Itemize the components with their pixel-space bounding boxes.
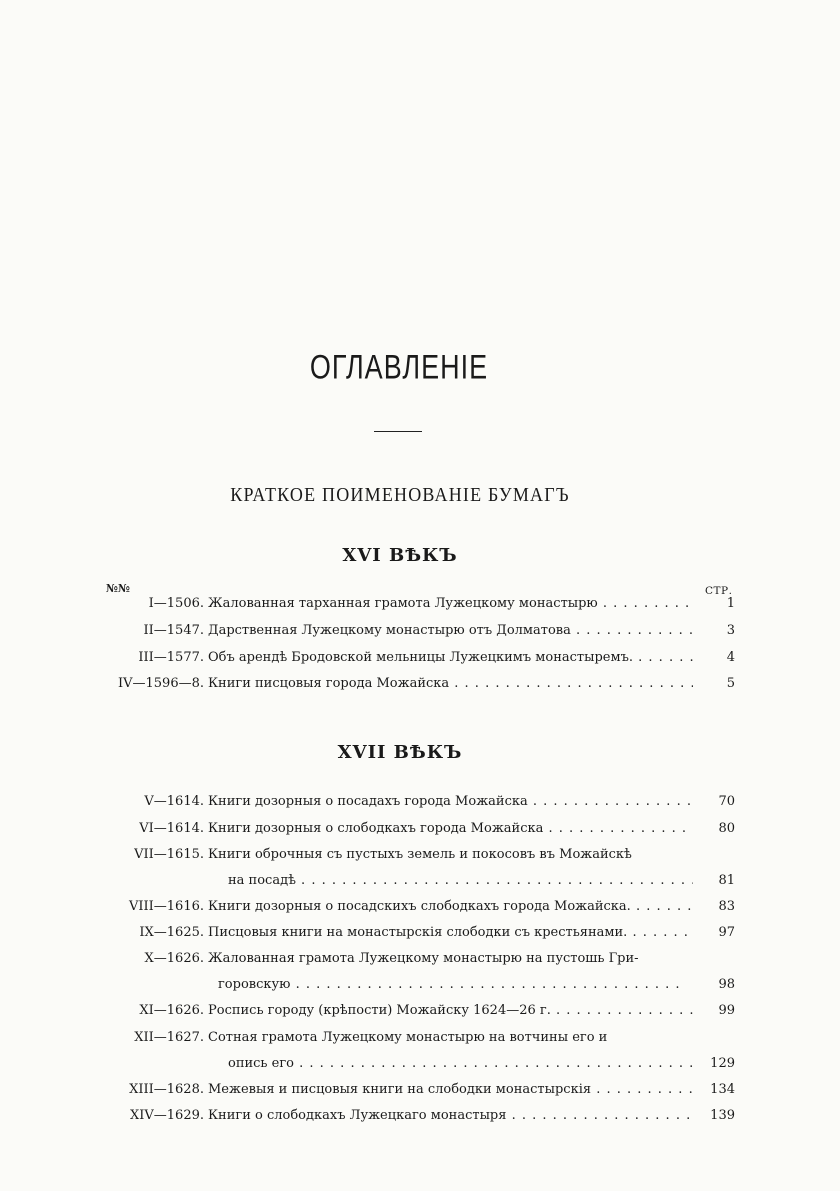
toc-entry-continuation [0,1054,840,1074]
toc-entry [0,594,840,614]
entry-page: 5 [726,676,735,691]
title-divider [374,431,422,432]
entry-page: 97 [718,925,735,940]
page-title: ОГЛАВЛЕНІЕ [309,348,489,387]
toc-entry [0,1080,840,1100]
entry-title: Жалованная тарханная грамота Лужецкому монастырю . . . [208,594,693,614]
entry-number: IV—1596—8. [117,676,204,691]
toc-entry [0,1028,840,1048]
toc-entry [0,923,840,943]
entry-page: 80 [718,821,735,836]
entry-number: IX—1625. [139,925,204,940]
entry-title: Объ арендѣ Бродовской мельницы Лужецкимъ монастыремъ. . . . [208,648,693,668]
entry-page: 99 [718,1003,735,1018]
entry-page: 3 [726,623,735,638]
entry-page: 134 [710,1082,735,1097]
entry-number: XIII—1628. [129,1082,204,1097]
section-heading-xvi: XVI ВѢКЪ [342,545,458,566]
section-heading-xvii: XVII ВѢКЪ [337,742,463,763]
entry-page: 98 [718,977,735,992]
entry-title: Дарственная Лужецкому монастырю отъ Долматова . . . [208,621,693,641]
entry-title: Книги оброчныя съ пустыхъ земель и покосовъ въ Можайскѣ [208,847,632,862]
entry-title-continuation: горовскую . . . [218,975,683,995]
entry-number: VIII—1616. [128,899,204,914]
toc-entry-continuation [0,871,840,891]
entry-number: XI—1626. [139,1003,204,1018]
toc-entry [0,949,840,969]
toc-entry [0,845,840,865]
entry-title-continuation: на посадѣ . . . [228,871,693,891]
entry-number: VI—1614. [139,821,204,836]
toc-entry [0,1106,840,1126]
toc-entry [0,674,840,694]
entry-page: 1 [726,596,735,611]
toc-entry [0,819,840,839]
entry-page: 139 [710,1108,735,1123]
toc-entry [0,648,840,668]
entry-title: Книги дозорныя о посадскихъ слободкахъ города Можайска. . . . [208,897,693,917]
entry-page: 129 [710,1056,735,1071]
page-column-label: СТР. [705,585,733,597]
page-subtitle: КРАТКОЕ ПОИМЕНОВАНІЕ БУМАГЪ [230,483,570,506]
toc-entry [0,792,840,812]
entry-number: XII—1627. [134,1030,204,1045]
entry-title: Книги дозорныя о слободкахъ города Можайска . . . [208,819,693,839]
entry-title-continuation: опись его . . . [228,1054,693,1074]
entry-title: Сотная грамота Лужецкому монастырю на вотчины его и [208,1030,608,1045]
number-column-label: №№ [106,582,130,595]
entry-number: X—1626. [144,951,204,966]
entry-number: XIV—1629. [130,1108,204,1123]
entry-number: V—1614. [144,794,204,809]
entry-number: II—1547. [143,623,204,638]
entry-title: Жалованная грамота Лужецкому монастырю на пустошь Гри- [208,951,639,966]
entry-page: 81 [718,873,735,888]
entry-number: VII—1615. [134,847,204,862]
entry-title: Книги писцовыя города Можайска . . . [208,674,693,694]
entry-number: III—1577. [138,650,204,665]
entry-title: Роспись городу (крѣпости) Можайску 1624—26 г. . . . [208,1001,693,1021]
entry-title: Межевыя и писцовыя книги на слободки монастырскія . . . [208,1080,693,1100]
entry-page: 83 [718,899,735,914]
toc-entry [0,1001,840,1021]
entry-page: 70 [718,794,735,809]
entry-title: Писцовыя книги на монастырскія слободки съ крестьянами. . . . [208,923,693,943]
entry-title: Книги о слободкахъ Лужецкаго монастыря . . . [208,1106,693,1126]
entry-title: Книги дозорныя о посадахъ города Можайска . . . [208,792,693,812]
toc-entry-continuation [0,975,840,995]
toc-entry [0,897,840,917]
toc-entry [0,621,840,641]
entry-number: I—1506. [148,596,204,611]
entry-page: 4 [726,650,735,665]
